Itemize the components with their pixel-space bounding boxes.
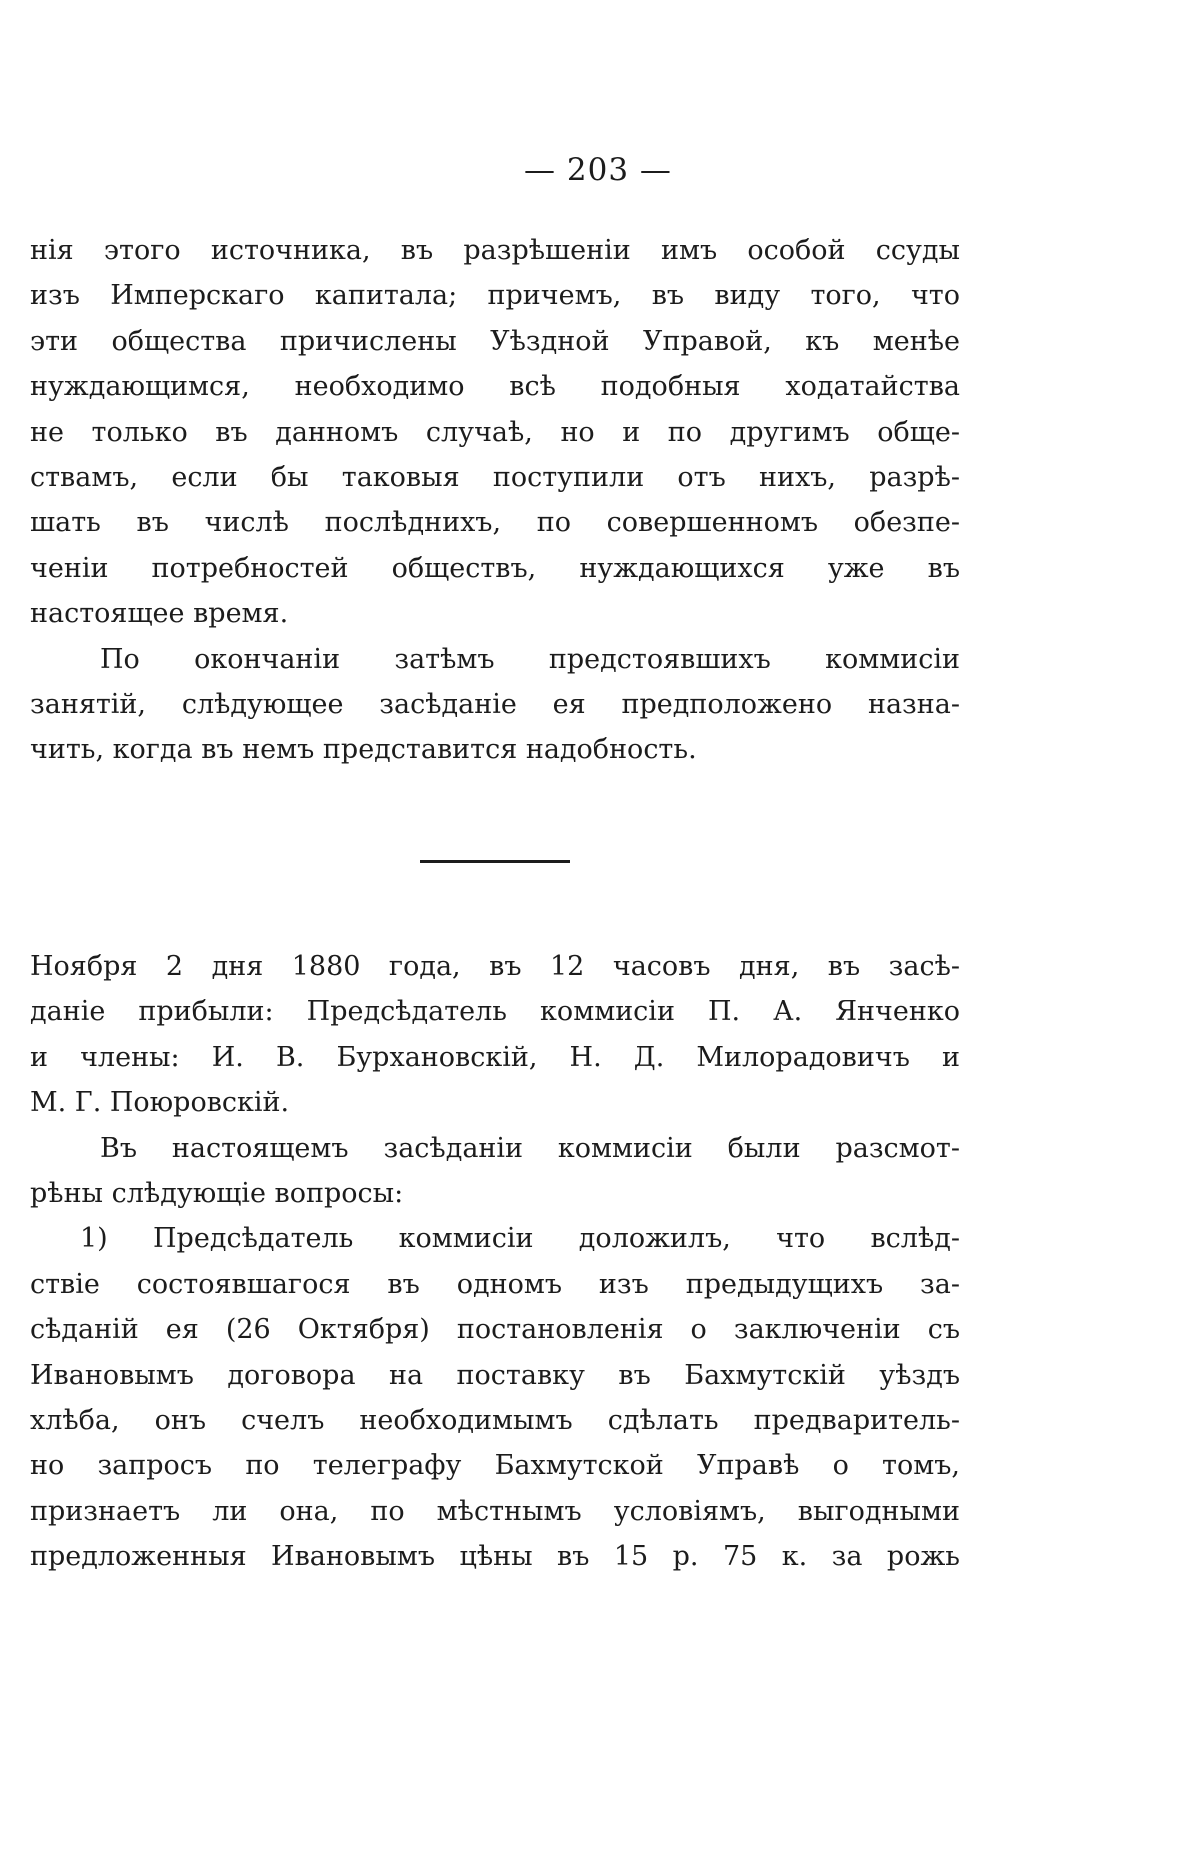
text-line: рѣны слѣдующіе вопросы: bbox=[30, 1177, 404, 1209]
text-line: Въ настоящемъ засѣданіи коммисіи были разсмот- bbox=[100, 1132, 960, 1164]
paragraph-continued bbox=[30, 228, 960, 773]
text-line: сѣданій ея (26 Октября) постановленія о заключеніи съ bbox=[30, 1314, 960, 1346]
text-line: и члены: И. В. Бурхановскій, Н. Д. Милорадовичъ и bbox=[30, 1041, 960, 1073]
text-line: чить, когда въ немъ представится надобность. bbox=[30, 734, 697, 766]
text-line: нуждающимся, необходимо всѣ подобныя ходатайства bbox=[30, 371, 960, 403]
text-line: изъ Имперскаго капитала; причемъ, въ виду того, что bbox=[30, 280, 960, 312]
text-line: ствіе состоявшагося въ одномъ изъ предыдущихъ за- bbox=[30, 1268, 960, 1300]
text-line: эти общества причислены Уѣздной Управой, къ менѣе bbox=[30, 325, 960, 357]
text-line: настоящее время. bbox=[30, 598, 289, 630]
text-line: шать въ числѣ послѣднихъ, по совершенномъ обезпе- bbox=[30, 507, 960, 539]
text-line: Ноября 2 дня 1880 года, въ 12 часовъ дня, въ засѣ- bbox=[30, 951, 960, 982]
text-line: ствамъ, если бы таковыя поступили отъ нихъ, разрѣ- bbox=[30, 461, 960, 493]
text-line: даніе прибыли: Предсѣдатель коммисіи П. А. Янченко bbox=[30, 996, 960, 1028]
text-line: хлѣба, онъ счелъ необходимымъ сдѣлать предваритель- bbox=[30, 1404, 960, 1436]
text-line: По окончаніи затѣмъ предстоявшихъ коммисіи bbox=[100, 643, 960, 675]
section-divider bbox=[420, 860, 570, 863]
text-line: нія этого источника, въ разрѣшеніи имъ особой ссуды bbox=[30, 235, 960, 266]
text-line: занятій, слѣдующее засѣданіе ея предположено назна- bbox=[30, 688, 960, 720]
page-number: — 203 — bbox=[524, 152, 672, 188]
text-line: ченіи потребностей обществъ, нуждающихся уже въ bbox=[30, 552, 960, 584]
text-line: признаетъ ли она, по мѣстнымъ условіямъ, выгодными bbox=[30, 1495, 960, 1527]
text-line: 1) Предсѣдатель коммисіи доложилъ, что вслѣд- bbox=[80, 1223, 960, 1255]
text-line: Ивановымъ договора на поставку въ Бахмутскій уѣздъ bbox=[30, 1359, 960, 1391]
text-line: М. Г. Поюровскій. bbox=[30, 1087, 290, 1119]
session-record bbox=[30, 944, 960, 1579]
text-line: не только въ данномъ случаѣ, но и по другимъ обще- bbox=[30, 416, 960, 448]
text-line: предложенныя Ивановымъ цѣны въ 15 р. 75 к. за рожь bbox=[30, 1541, 960, 1573]
text-line: но запросъ по телеграфу Бахмутской Управѣ о томъ, bbox=[30, 1450, 960, 1482]
